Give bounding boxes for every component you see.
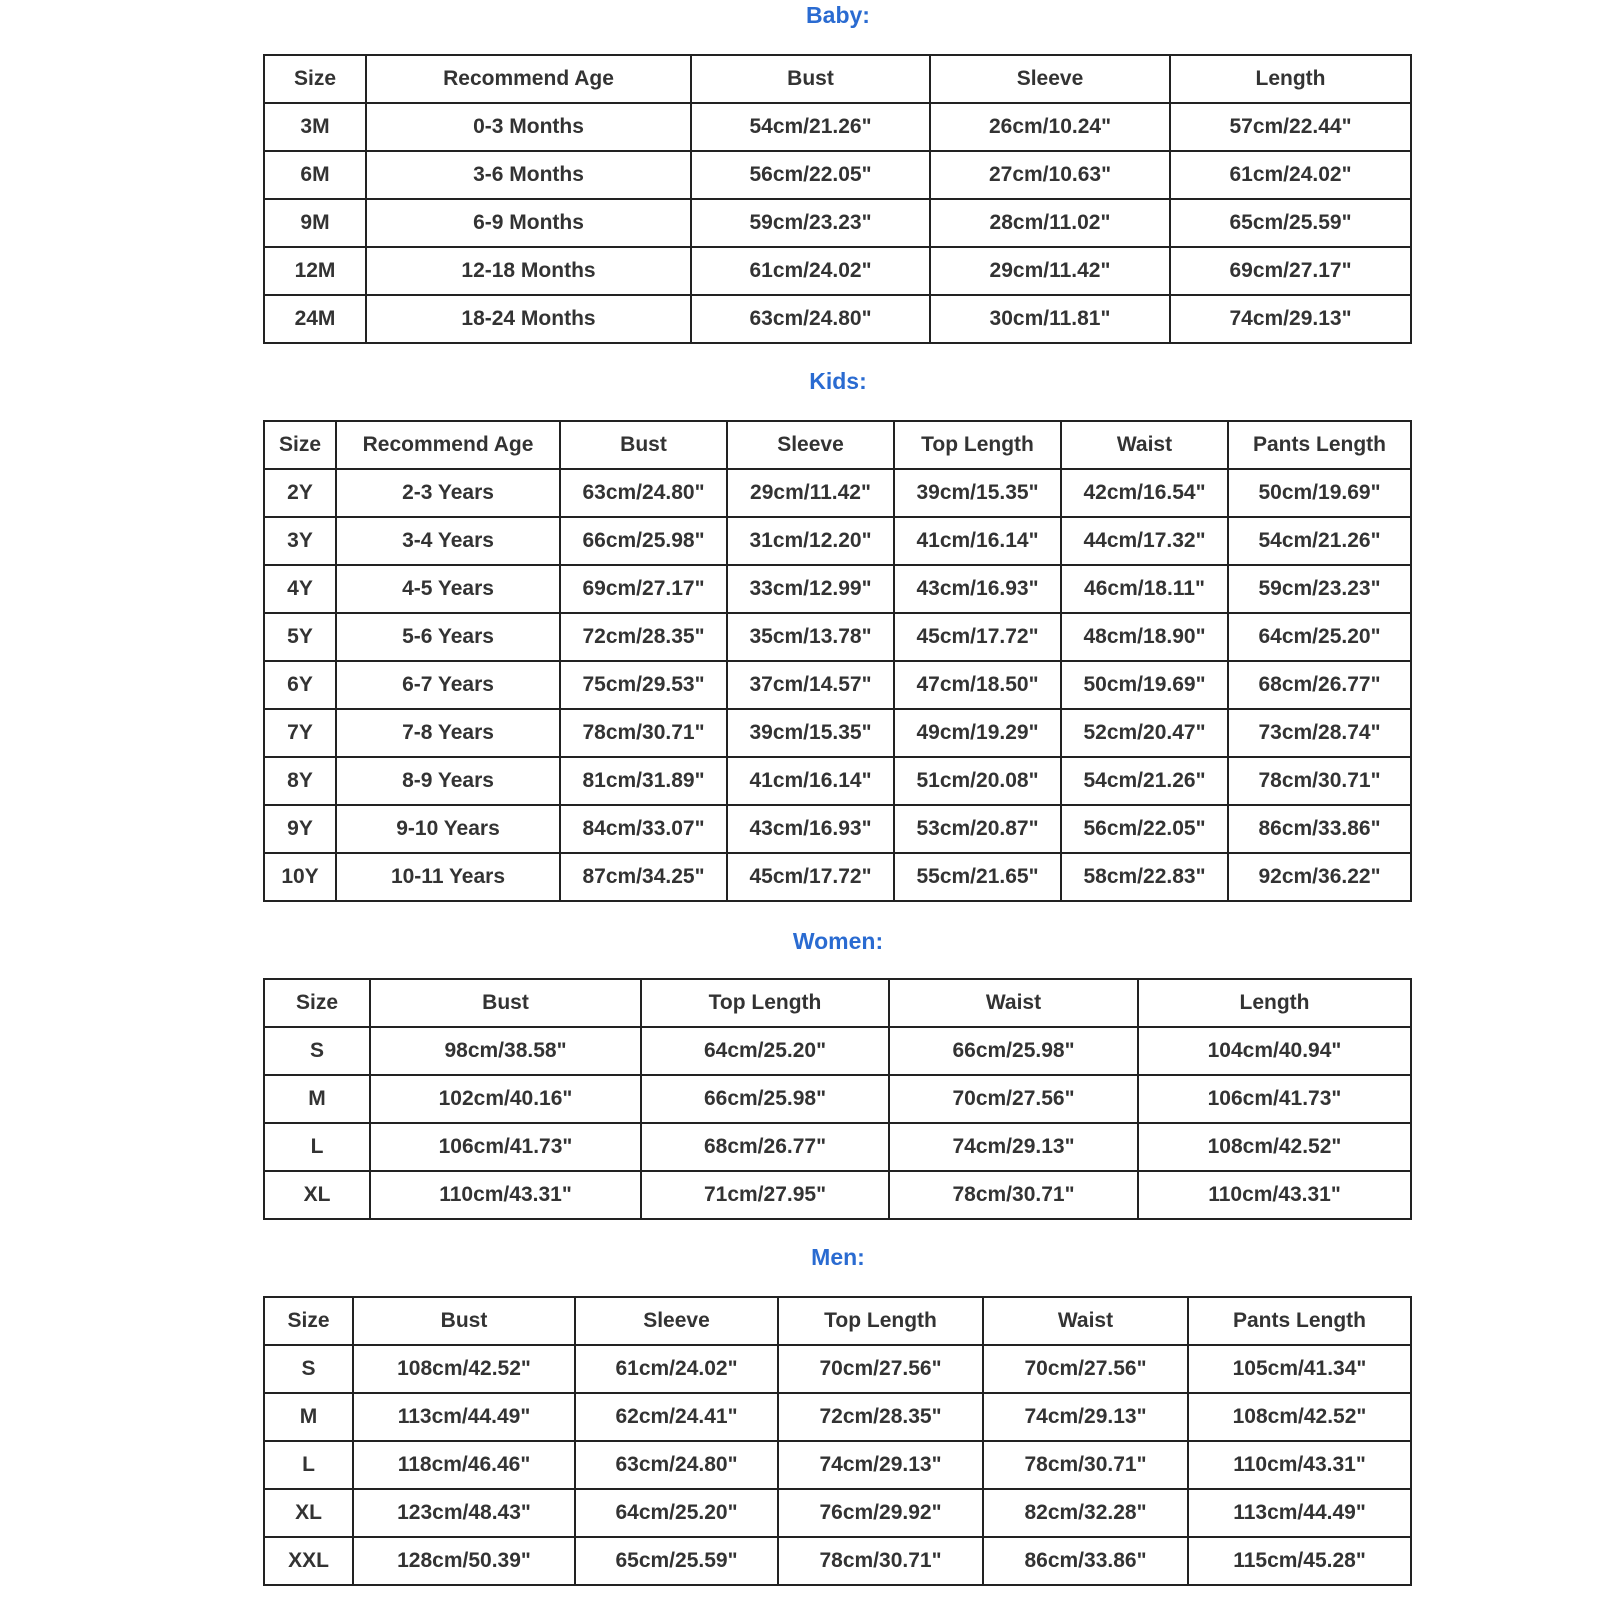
- measurement-cell: 70cm/27.56": [983, 1345, 1188, 1393]
- column-header: Bust: [353, 1297, 575, 1345]
- kids-section-title: Kids:: [809, 368, 867, 394]
- measurement-cell: 86cm/33.86": [983, 1537, 1188, 1585]
- measurement-cell: 78cm/30.71": [560, 709, 727, 757]
- measurement-cell: 35cm/13.78": [727, 613, 894, 661]
- measurement-cell: 78cm/30.71": [1228, 757, 1411, 805]
- column-header: Bust: [560, 421, 727, 469]
- measurement-cell: 49cm/19.29": [894, 709, 1061, 757]
- table-header-row: [264, 55, 1411, 103]
- measurement-cell: 47cm/18.50": [894, 661, 1061, 709]
- measurement-cell: 7-8 Years: [336, 709, 560, 757]
- measurement-cell: 8-9 Years: [336, 757, 560, 805]
- table-row: [264, 1123, 1411, 1171]
- measurement-cell: 78cm/30.71": [778, 1537, 983, 1585]
- measurement-cell: 68cm/26.77": [1228, 661, 1411, 709]
- table-row: [264, 661, 1411, 709]
- measurement-cell: 29cm/11.42": [930, 247, 1170, 295]
- measurement-cell: 43cm/16.93": [894, 565, 1061, 613]
- size-cell: 4Y: [264, 565, 336, 613]
- column-header: Size: [264, 55, 366, 103]
- measurement-cell: 37cm/14.57": [727, 661, 894, 709]
- measurement-cell: 5-6 Years: [336, 613, 560, 661]
- measurement-cell: 106cm/41.73": [370, 1123, 641, 1171]
- measurement-cell: 69cm/27.17": [1170, 247, 1411, 295]
- measurement-cell: 115cm/45.28": [1188, 1537, 1411, 1585]
- measurement-cell: 62cm/24.41": [575, 1393, 778, 1441]
- size-cell: 2Y: [264, 469, 336, 517]
- table-row: [264, 1489, 1411, 1537]
- column-header: Pants Length: [1188, 1297, 1411, 1345]
- table-row: [264, 853, 1411, 901]
- table-row: [264, 1171, 1411, 1219]
- measurement-cell: 18-24 Months: [366, 295, 691, 343]
- size-cell: XL: [264, 1489, 353, 1537]
- measurement-cell: 74cm/29.13": [778, 1441, 983, 1489]
- measurement-cell: 42cm/16.54": [1061, 469, 1228, 517]
- measurement-cell: 123cm/48.43": [353, 1489, 575, 1537]
- measurement-cell: 86cm/33.86": [1228, 805, 1411, 853]
- column-header: Recommend Age: [336, 421, 560, 469]
- men-size-table: [263, 1296, 1412, 1586]
- table-row: [264, 1393, 1411, 1441]
- measurement-cell: 108cm/42.52": [1188, 1393, 1411, 1441]
- table-row: [264, 1441, 1411, 1489]
- measurement-cell: 3-6 Months: [366, 151, 691, 199]
- women-section-title: Women:: [792, 928, 884, 954]
- measurement-cell: 64cm/25.20": [641, 1027, 889, 1075]
- measurement-cell: 56cm/22.05": [1061, 805, 1228, 853]
- column-header: Bust: [370, 979, 641, 1027]
- measurement-cell: 41cm/16.14": [894, 517, 1061, 565]
- size-cell: 12M: [264, 247, 366, 295]
- measurement-cell: 75cm/29.53": [560, 661, 727, 709]
- measurement-cell: 6-9 Months: [366, 199, 691, 247]
- size-cell: 8Y: [264, 757, 336, 805]
- table-row: [264, 247, 1411, 295]
- table-row: [264, 103, 1411, 151]
- measurement-cell: 82cm/32.28": [983, 1489, 1188, 1537]
- measurement-cell: 108cm/42.52": [1138, 1123, 1411, 1171]
- baby-size-table: [263, 54, 1412, 344]
- measurement-cell: 66cm/25.98": [889, 1027, 1138, 1075]
- column-header: Length: [1138, 979, 1411, 1027]
- size-cell: 24M: [264, 295, 366, 343]
- size-cell: 3Y: [264, 517, 336, 565]
- measurement-cell: 0-3 Months: [366, 103, 691, 151]
- column-header: Top Length: [641, 979, 889, 1027]
- size-cell: 6Y: [264, 661, 336, 709]
- size-cell: XXL: [264, 1537, 353, 1585]
- measurement-cell: 105cm/41.34": [1188, 1345, 1411, 1393]
- column-header: Recommend Age: [366, 55, 691, 103]
- size-cell: 5Y: [264, 613, 336, 661]
- measurement-cell: 73cm/28.74": [1228, 709, 1411, 757]
- size-cell: L: [264, 1441, 353, 1489]
- measurement-cell: 27cm/10.63": [930, 151, 1170, 199]
- measurement-cell: 51cm/20.08": [894, 757, 1061, 805]
- measurement-cell: 66cm/25.98": [560, 517, 727, 565]
- measurement-cell: 55cm/21.65": [894, 853, 1061, 901]
- measurement-cell: 76cm/29.92": [778, 1489, 983, 1537]
- size-cell: 9Y: [264, 805, 336, 853]
- measurement-cell: 50cm/19.69": [1228, 469, 1411, 517]
- column-header: Sleeve: [575, 1297, 778, 1345]
- table-row: [264, 469, 1411, 517]
- size-cell: 7Y: [264, 709, 336, 757]
- measurement-cell: 104cm/40.94": [1138, 1027, 1411, 1075]
- column-header: Size: [264, 979, 370, 1027]
- measurement-cell: 54cm/21.26": [1061, 757, 1228, 805]
- measurement-cell: 64cm/25.20": [1228, 613, 1411, 661]
- table-row: [264, 199, 1411, 247]
- table-row: [264, 1027, 1411, 1075]
- measurement-cell: 31cm/12.20": [727, 517, 894, 565]
- measurement-cell: 39cm/15.35": [894, 469, 1061, 517]
- size-cell: M: [264, 1393, 353, 1441]
- column-header: Top Length: [778, 1297, 983, 1345]
- size-cell: 9M: [264, 199, 366, 247]
- size-cell: 3M: [264, 103, 366, 151]
- measurement-cell: 57cm/22.44": [1170, 103, 1411, 151]
- measurement-cell: 50cm/19.69": [1061, 661, 1228, 709]
- column-header: Top Length: [894, 421, 1061, 469]
- column-header: Sleeve: [727, 421, 894, 469]
- measurement-cell: 41cm/16.14": [727, 757, 894, 805]
- table-row: [264, 613, 1411, 661]
- size-cell: 10Y: [264, 853, 336, 901]
- measurement-cell: 74cm/29.13": [983, 1393, 1188, 1441]
- measurement-cell: 46cm/18.11": [1061, 565, 1228, 613]
- size-cell: L: [264, 1123, 370, 1171]
- table-row: [264, 1075, 1411, 1123]
- measurement-cell: 6-7 Years: [336, 661, 560, 709]
- kids-size-table: [263, 420, 1412, 902]
- measurement-cell: 110cm/43.31": [1188, 1441, 1411, 1489]
- measurement-cell: 72cm/28.35": [560, 613, 727, 661]
- size-cell: S: [264, 1027, 370, 1075]
- measurement-cell: 87cm/34.25": [560, 853, 727, 901]
- measurement-cell: 68cm/26.77": [641, 1123, 889, 1171]
- men-section-title: Men:: [811, 1244, 865, 1270]
- measurement-cell: 102cm/40.16": [370, 1075, 641, 1123]
- measurement-cell: 56cm/22.05": [691, 151, 930, 199]
- measurement-cell: 54cm/21.26": [1228, 517, 1411, 565]
- size-cell: 6M: [264, 151, 366, 199]
- measurement-cell: 33cm/12.99": [727, 565, 894, 613]
- measurement-cell: 64cm/25.20": [575, 1489, 778, 1537]
- column-header: Waist: [889, 979, 1138, 1027]
- measurement-cell: 106cm/41.73": [1138, 1075, 1411, 1123]
- measurement-cell: 98cm/38.58": [370, 1027, 641, 1075]
- measurement-cell: 63cm/24.80": [691, 295, 930, 343]
- measurement-cell: 12-18 Months: [366, 247, 691, 295]
- measurement-cell: 30cm/11.81": [930, 295, 1170, 343]
- measurement-cell: 59cm/23.23": [691, 199, 930, 247]
- column-header: Bust: [691, 55, 930, 103]
- measurement-cell: 45cm/17.72": [727, 853, 894, 901]
- measurement-cell: 53cm/20.87": [894, 805, 1061, 853]
- measurement-cell: 74cm/29.13": [1170, 295, 1411, 343]
- measurement-cell: 92cm/36.22": [1228, 853, 1411, 901]
- table-header-row: [264, 421, 1411, 469]
- column-header: Pants Length: [1228, 421, 1411, 469]
- measurement-cell: 48cm/18.90": [1061, 613, 1228, 661]
- measurement-cell: 66cm/25.98": [641, 1075, 889, 1123]
- measurement-cell: 26cm/10.24": [930, 103, 1170, 151]
- table-row: [264, 517, 1411, 565]
- table-header-row: [264, 979, 1411, 1027]
- measurement-cell: 71cm/27.95": [641, 1171, 889, 1219]
- measurement-cell: 10-11 Years: [336, 853, 560, 901]
- size-cell: M: [264, 1075, 370, 1123]
- measurement-cell: 45cm/17.72": [894, 613, 1061, 661]
- table-row: [264, 1345, 1411, 1393]
- column-header: Waist: [1061, 421, 1228, 469]
- measurement-cell: 44cm/17.32": [1061, 517, 1228, 565]
- measurement-cell: 3-4 Years: [336, 517, 560, 565]
- measurement-cell: 69cm/27.17": [560, 565, 727, 613]
- table-row: [264, 709, 1411, 757]
- measurement-cell: 72cm/28.35": [778, 1393, 983, 1441]
- measurement-cell: 113cm/44.49": [1188, 1489, 1411, 1537]
- measurement-cell: 43cm/16.93": [727, 805, 894, 853]
- column-header: Size: [264, 1297, 353, 1345]
- table-header-row: [264, 1297, 1411, 1345]
- measurement-cell: 58cm/22.83": [1061, 853, 1228, 901]
- table-row: [264, 1537, 1411, 1585]
- size-cell: XL: [264, 1171, 370, 1219]
- table-row: [264, 565, 1411, 613]
- measurement-cell: 108cm/42.52": [353, 1345, 575, 1393]
- column-header: Waist: [983, 1297, 1188, 1345]
- measurement-cell: 59cm/23.23": [1228, 565, 1411, 613]
- measurement-cell: 4-5 Years: [336, 565, 560, 613]
- measurement-cell: 61cm/24.02": [575, 1345, 778, 1393]
- measurement-cell: 65cm/25.59": [1170, 199, 1411, 247]
- table-row: [264, 295, 1411, 343]
- measurement-cell: 2-3 Years: [336, 469, 560, 517]
- table-row: [264, 757, 1411, 805]
- measurement-cell: 70cm/27.56": [889, 1075, 1138, 1123]
- measurement-cell: 81cm/31.89": [560, 757, 727, 805]
- table-row: [264, 805, 1411, 853]
- column-header: Sleeve: [930, 55, 1170, 103]
- measurement-cell: 74cm/29.13": [889, 1123, 1138, 1171]
- measurement-cell: 61cm/24.02": [691, 247, 930, 295]
- size-cell: S: [264, 1345, 353, 1393]
- table-row: [264, 151, 1411, 199]
- measurement-cell: 110cm/43.31": [1138, 1171, 1411, 1219]
- measurement-cell: 63cm/24.80": [575, 1441, 778, 1489]
- measurement-cell: 9-10 Years: [336, 805, 560, 853]
- measurement-cell: 61cm/24.02": [1170, 151, 1411, 199]
- measurement-cell: 29cm/11.42": [727, 469, 894, 517]
- measurement-cell: 110cm/43.31": [370, 1171, 641, 1219]
- column-header: Size: [264, 421, 336, 469]
- measurement-cell: 70cm/27.56": [778, 1345, 983, 1393]
- measurement-cell: 52cm/20.47": [1061, 709, 1228, 757]
- measurement-cell: 54cm/21.26": [691, 103, 930, 151]
- measurement-cell: 128cm/50.39": [353, 1537, 575, 1585]
- column-header: Length: [1170, 55, 1411, 103]
- measurement-cell: 78cm/30.71": [983, 1441, 1188, 1489]
- measurement-cell: 113cm/44.49": [353, 1393, 575, 1441]
- measurement-cell: 63cm/24.80": [560, 469, 727, 517]
- women-size-table: [263, 978, 1412, 1220]
- measurement-cell: 78cm/30.71": [889, 1171, 1138, 1219]
- measurement-cell: 118cm/46.46": [353, 1441, 575, 1489]
- measurement-cell: 65cm/25.59": [575, 1537, 778, 1585]
- measurement-cell: 28cm/11.02": [930, 199, 1170, 247]
- baby-section-title: Baby:: [806, 2, 870, 28]
- measurement-cell: 84cm/33.07": [560, 805, 727, 853]
- measurement-cell: 39cm/15.35": [727, 709, 894, 757]
